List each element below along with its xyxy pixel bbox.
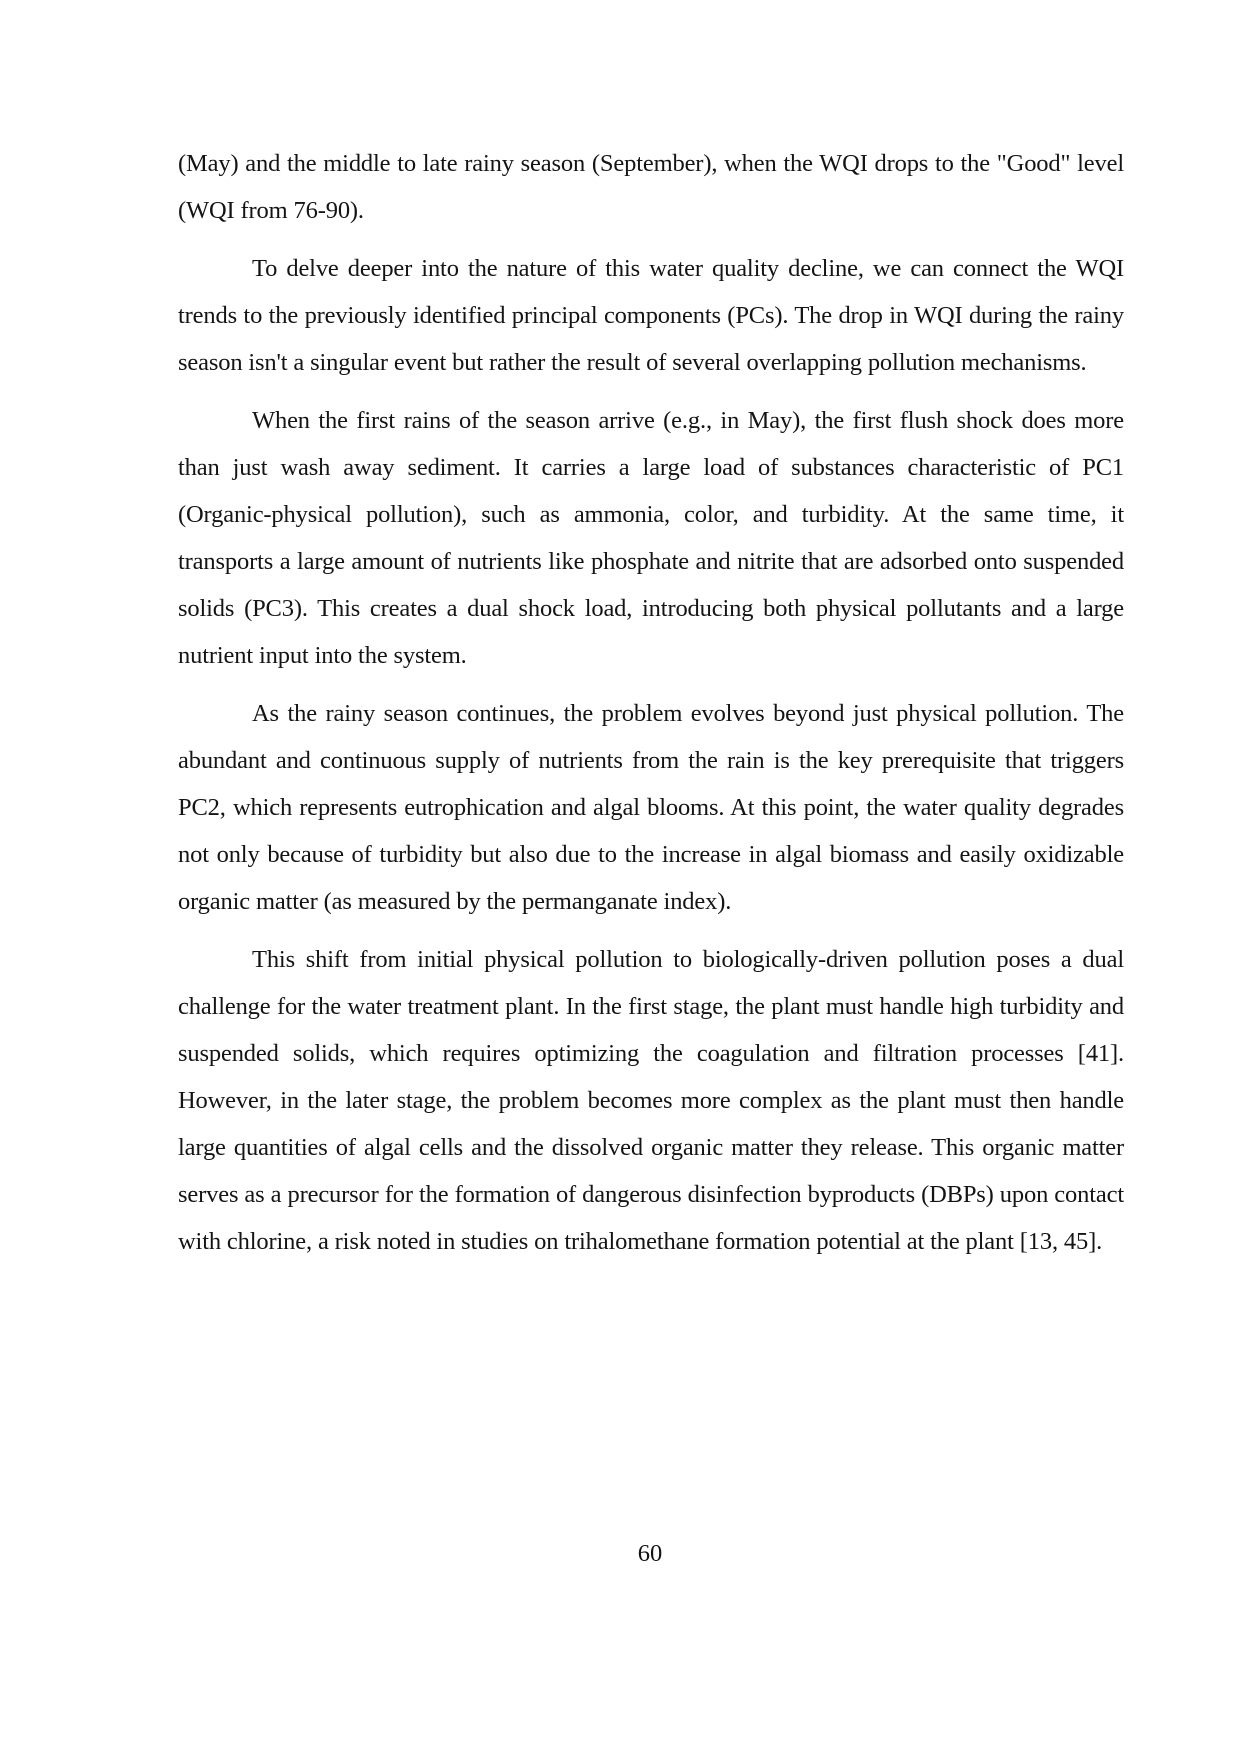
paragraph-first-flush: When the first rains of the season arrive (e.g., in May), the first flush shock does more than just wash away sediment. It carries a large load of substances characteristic of PC1 (Organic-physical pollution), such as ammonia, color, and turbidity. At the same time, it transports a large amount of nutrients like phosphate and nitrite that are adsorbed onto suspended solids (PC3). This creates a dual shock load, introducing both physical pollutants and a large nutrient input into the system. — [178, 407, 1124, 669]
page-number: 60 — [637, 1540, 663, 1567]
paragraph-continued: (May) and the middle to late rainy season (September), when the WQI drops to the "Good" level (WQI from 76-90). — [178, 150, 1124, 224]
paragraph-wqi-principal-components: To delve deeper into the nature of this water quality decline, we can connect the WQI trends to the previously identified principal components (PCs). The drop in WQI during the rainy season isn't a singular event but rather the result of several overlapping pollution mechanisms. — [178, 255, 1124, 376]
paragraph-treatment-challenge: This shift from initial physical pollution to biologically-driven pollution poses a dual challenge for the water treatment plant. In the first stage, the plant must handle high turbidity and suspended solids, which requires optimizing the coagulation and filtration processes [41]. However, in the later stage, the problem becomes more complex as the plant must then handle large quantities of algal cells and the dissolved organic matter they release. This organic matter serves as a precursor for the formation of dangerous disinfection byproducts (DBPs) upon contact with chlorine, a risk noted in studies on trihalomethane formation potential at the plant [13, 45]. — [178, 946, 1124, 1255]
paragraph-rainy-season-eutrophication: As the rainy season continues, the problem evolves beyond just physical pollution. The abundant and continuous supply of nutrients from the rain is the key prerequisite that triggers PC2, which represents eutrophication and algal blooms. At this point, the water quality degrades not only because of turbidity but also due to the increase in algal biomass and easily oxidizable organic matter (as measured by the permanganate index). — [178, 700, 1124, 915]
body-text — [178, 140, 1124, 1276]
